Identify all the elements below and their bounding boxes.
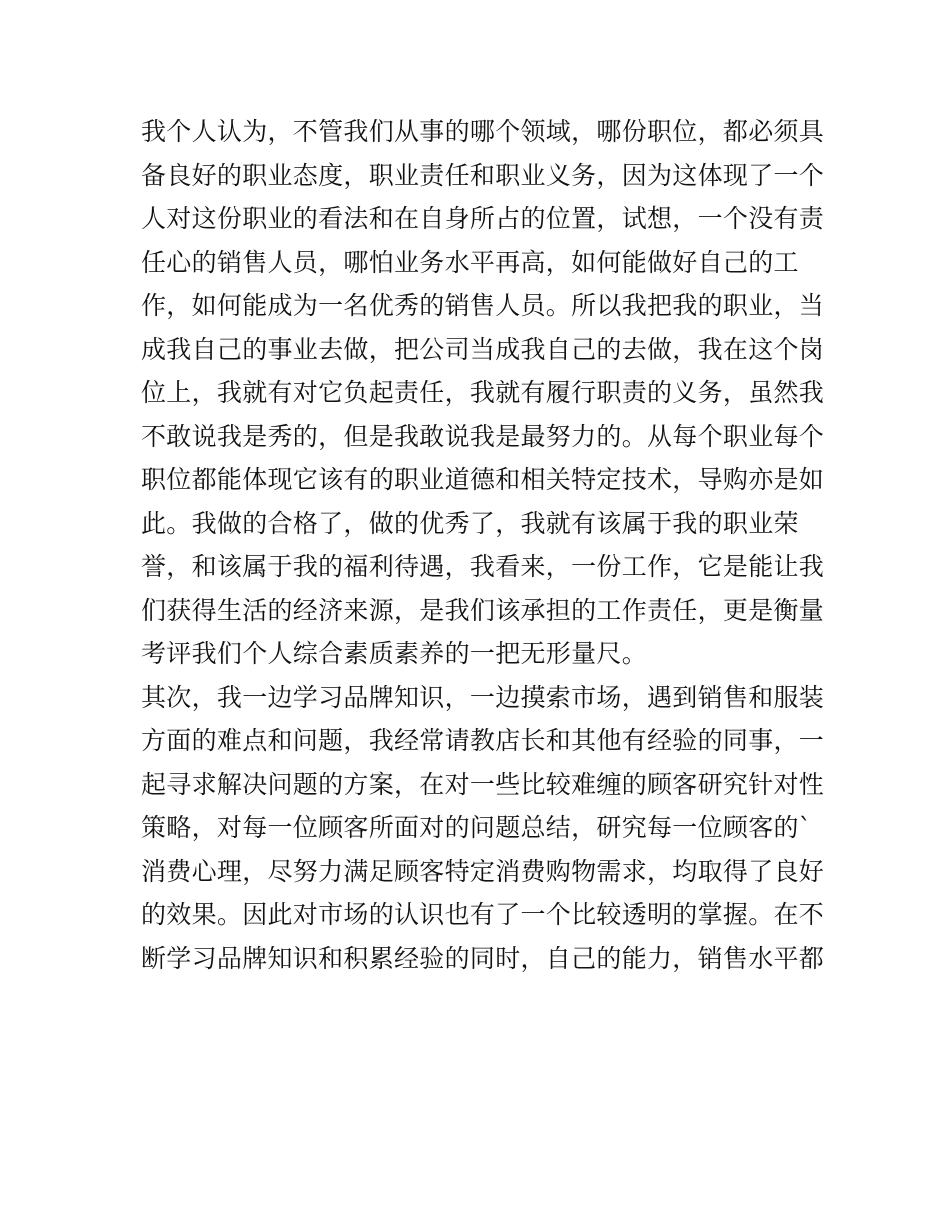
text-line: 人对这份职业的看法和在自身所占的位置，试想，一个没有责: [141, 204, 825, 233]
text-line: 任心的销售人员，哪怕业务水平再高，如何能做好自己的工: [141, 247, 799, 277]
text-line: 此。我做的合格了，做的优秀了，我就有该属于我的职业荣: [141, 508, 799, 538]
text-line: 考评我们个人综合素质素养的一把无形量尺。: [141, 639, 648, 668]
text-line: 誉，和该属于我的福利待遇，我看来，一份工作，它是能让我: [141, 552, 825, 581]
text-line: 策略，对每一位顾客所面对的问题总结，研究每一位顾客的`: [141, 813, 812, 842]
text-line: 消费心理，尽努力满足顾客特定消费购物需求，均取得了良好: [141, 856, 825, 886]
text-line: 断学习品牌知识和积累经验的同时，自己的能力，销售水平都: [141, 943, 825, 973]
text-line: 的效果。因此对市场的认识也有了一个比较透明的掌握。在不: [141, 900, 825, 929]
text-line: 起寻求解决问题的方案，在对一些比较难缠的顾客研究针对性: [141, 769, 825, 799]
text-line: 我个人认为，不管我们从事的哪个领域，哪份职位，都必须具: [141, 117, 825, 146]
text-line: 方面的难点和问题，我经常请教店长和其他有经验的同事，一: [141, 726, 825, 755]
text-line: 不敢说我是秀的，但是我敢说我是最努力的。从每个职业每个: [141, 421, 825, 451]
text-line: 们获得生活的经济来源，是我们该承担的工作责任，更是衡量: [141, 595, 825, 625]
text-line: 作，如何能成为一名优秀的销售人员。所以我把我的职业，当: [141, 291, 825, 320]
text-line: 其次，我一边学习品牌知识，一边摸索市场，遇到销售和服装: [141, 682, 825, 712]
body-text: [141, 110, 825, 980]
text-line: 成我自己的事业去做，把公司当成我自己的去做，我在这个岗: [141, 334, 825, 364]
text-line: 备良好的职业态度，职业责任和职业义务，因为这体现了一个: [141, 160, 825, 190]
text-line: 位上，我就有对它负起责任，我就有履行职责的义务，虽然我: [141, 378, 825, 407]
text-line: 职位都能体现它该有的职业道德和相关特定技术，导购亦是如: [141, 465, 825, 494]
